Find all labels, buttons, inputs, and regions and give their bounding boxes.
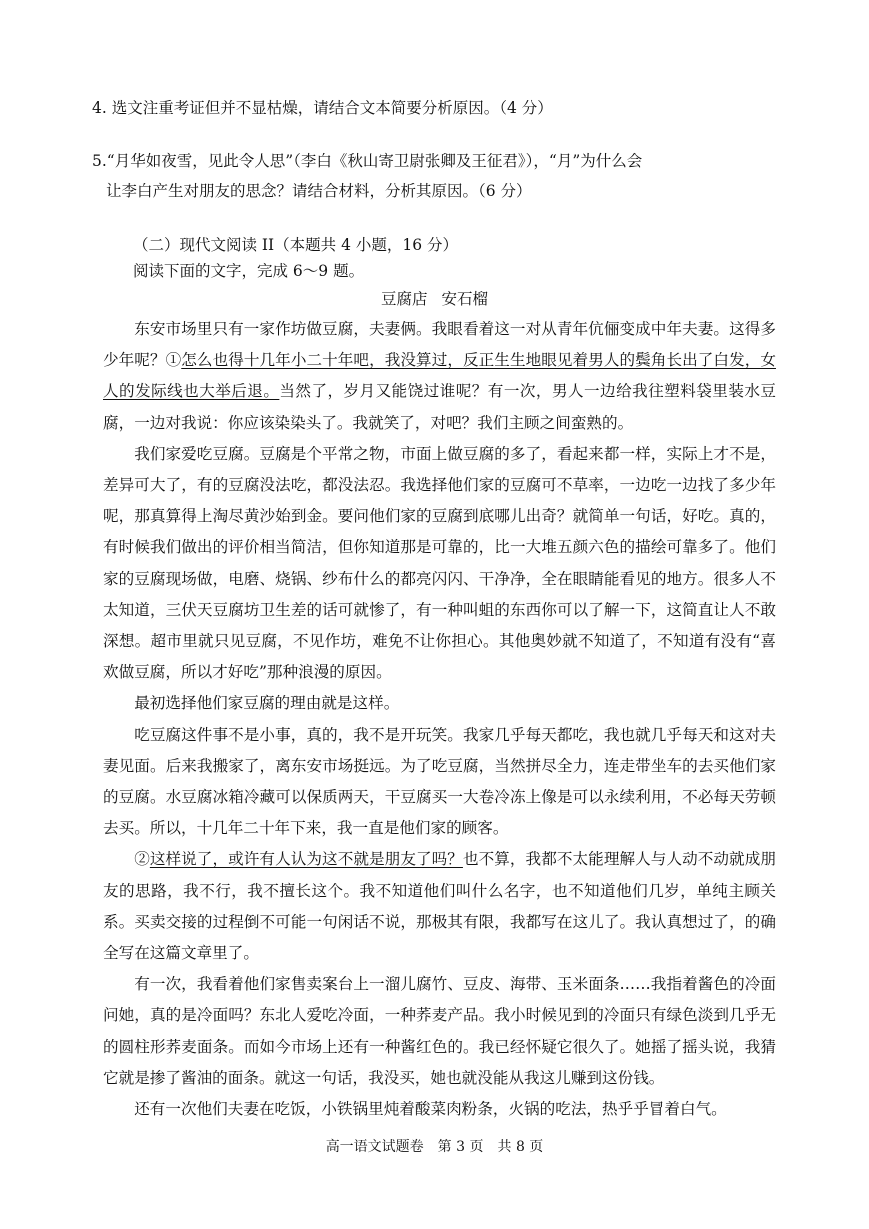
question-4: 4. 选文注重考证但并不显枯燥，请结合文本简要分析原因。（4 分） bbox=[92, 99, 553, 117]
article-title: 豆腐店 bbox=[380, 290, 428, 308]
question-5 bbox=[92, 146, 792, 206]
paragraph-5-text-b: 也不算，我都不太能理解人与人动不动就成朋友的思路，我不行，我不擅长这个。我不知道他们叫什么名字，也不知道他们几岁，单纯主顾关系。买卖交接的过程倒不可能一句闲话不说，那极其有限，我都写在这儿了。我认真想过了，的确全写在这篇文章里了。 bbox=[103, 850, 776, 963]
paragraph-7: 还有一次他们夫妻在吃饭，小铁锅里炖着酸菜肉粉条，火锅的吃法，热乎乎冒着白气。 bbox=[134, 1100, 727, 1119]
paragraph-1 bbox=[103, 314, 776, 439]
underlined-sentence-2: 这样说了，或许有人认为这不就是朋友了吗？ bbox=[149, 850, 463, 869]
question-5-line-1: 5.“月华如夜雪，见此令人思”（李白《秋山寄卫尉张卿及王征君》），“月”为什么会 bbox=[92, 152, 643, 170]
paragraph-1-text-b: 当然了，岁月又能饶过谁呢？有一次，男人一边给我往塑料袋里装水豆腐，一边对我说：你应该染染头了。我就笑了，对吧？我们主顾之间蛮熟的。 bbox=[103, 382, 776, 432]
paragraph-5 bbox=[103, 844, 776, 969]
section-instruction: 阅读下面的文字，完成 6～9 题。 bbox=[133, 262, 365, 280]
paragraph-2: 我们家爱吃豆腐。豆腐是个平常之物，市面上做豆腐的多了，看起来都一样，实际上才不是，差异可大了，有的豆腐没法吃，都没法忍。我选择他们家的豆腐可不草率，一边吃一边找了多少年呢，那真算得上淘尽黄沙始到金。要问他们家的豆腐到底哪儿出奇？就简单一句话，好吃。真的，有时候我们做出的评价相当简洁，但你知道那是可靠的，比一大堆五颜六色的描绘可靠多了。他们家的豆腐现场做，电磨、烧锅、纱布什么的都亮闪闪、干净净，全在眼睛能看见的地方。很多人不太知道，三伏天豆腐坊卫生差的话可就惨了，有一种叫蛆的东西你可以了解一下，这简直让人不敢深想。超市里就只见豆腐，不见作坊，难免不让你担心。其他奥妙就不知道了，不知道有没有“喜欢做豆腐，所以才好吃”那种浪漫的原因。 bbox=[103, 444, 776, 682]
marker-2: ② bbox=[134, 850, 150, 869]
article-body bbox=[103, 314, 776, 1125]
article-title-line bbox=[0, 286, 869, 312]
paragraph-6: 有一次，我看着他们家售卖案台上一溜儿腐竹、豆皮、海带、玉米面条……我指着酱色的冷面问她，真的是冷面吗？东北人爱吃冷面，一种荞麦产品。我小时候见到的冷面只有绿色淡到几乎无的圆柱形荞麦面条。而如今市场上还有一种酱红色的。我已经怀疑它很久了。她摇了摇头说，我猜它就是掺了酱油的面条。就这一句话，我没买，她也就没能从我这儿赚到这份钱。 bbox=[103, 975, 776, 1087]
marker-1: ① bbox=[165, 351, 182, 370]
article-author: 安石榴 bbox=[441, 290, 489, 308]
page-footer: 高一语文试题卷 第 3 页 共 8 页 bbox=[325, 1139, 544, 1155]
question-5-line-2: 让李白产生对朋友的思念？请结合材料，分析其原因。（6 分） bbox=[106, 182, 532, 200]
paragraph-4: 吃豆腐这件事不是小事，真的，我不是开玩笑。我家几乎每天都吃，我也就几乎每天和这对夫妻见面。后来我搬家了，离东安市场挺远。为了吃豆腐，当然拼尽全力，连走带坐车的去买他们家的豆腐。水豆腐冰箱冷藏可以保质两天，干豆腐买一大卷冷冻上像是可以永续利用，不必每天劳顿去买。所以，十几年二十年下来，我一直是他们家的顾客。 bbox=[103, 725, 776, 838]
paragraph-1-text-a: 东安市场里只有一家作坊做豆腐，夫妻俩。我眼看着这一对从青年伉俪变成中年夫妻。这得多少年呢？ bbox=[103, 320, 776, 370]
paragraph-3: 最初选择他们家豆腐的理由就是这样。 bbox=[134, 694, 400, 713]
underlined-sentence-1: 怎么也得十几年小二十年吧，我没算过，反正生生地眼见着男人的鬓角长出了白发，女人的发际线也大举后退。 bbox=[103, 351, 776, 401]
section-heading: （二）现代文阅读 II（本题共 4 小题，16 分） bbox=[133, 236, 459, 254]
